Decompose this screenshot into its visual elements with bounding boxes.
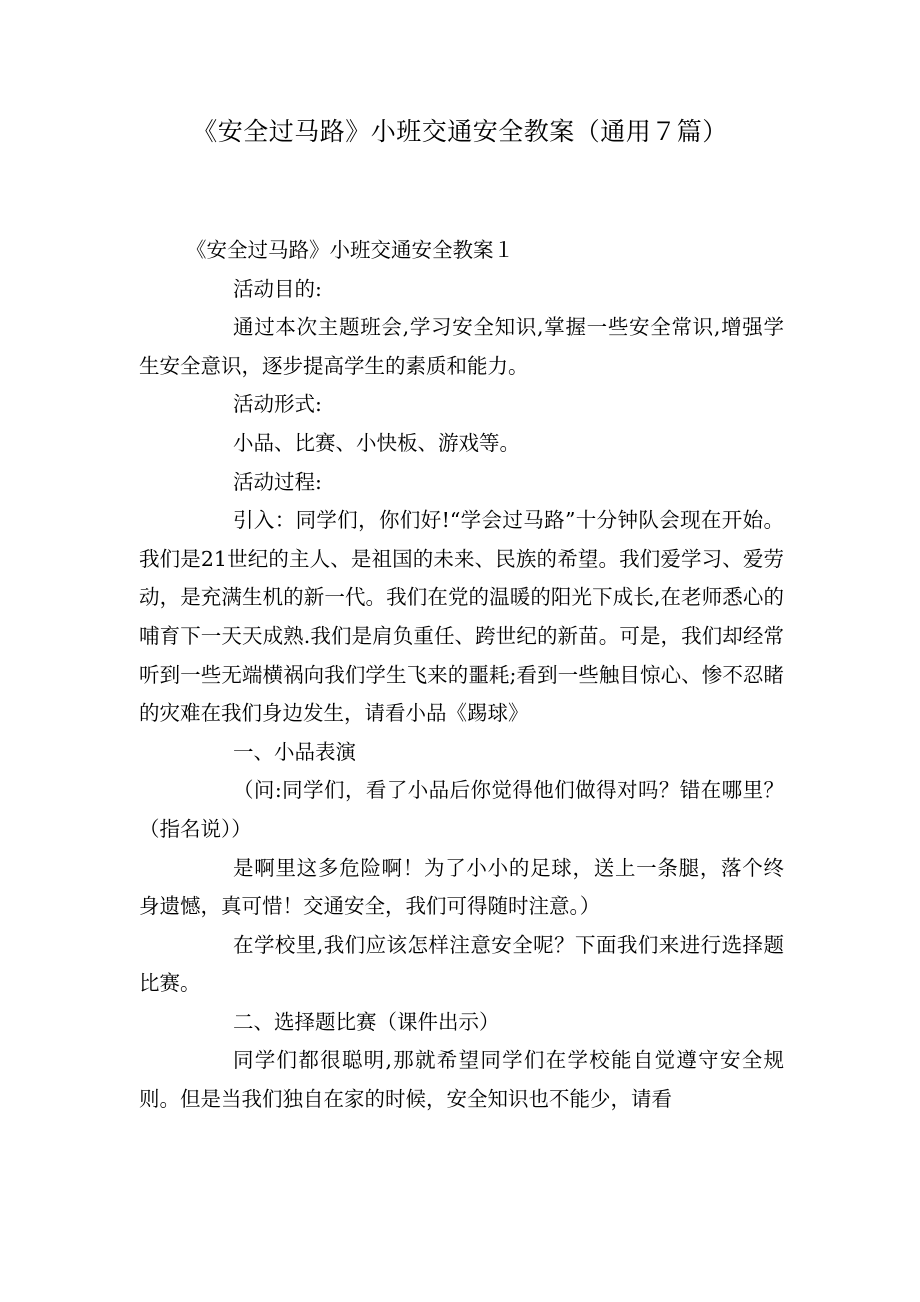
paragraph-activity-form: 小品、比赛、小快板、游戏等。 [233,430,520,455]
paragraph-activity-form-label: 活动形式: [233,392,322,417]
paragraph-introduction: 引入：同学们，你们好!“学会过马路”十分钟队会现在开始。我们是21世纪的主人、是祖国的未来、民族的希望。我们爱学习、爱劳动，是充满生机的新一代。我们在党的温暖的阳光下成长,在老师悉心的哺育下一天天成熟.我们是肩负重任、跨世纪的新苗。可是，我们却经常听到一些无端横祸向我们学生飞来的噩耗;看到一些触目惊心、惨不忍睹的灾难在我们身边发生，请看小品《踢球》 [139,508,784,726]
paragraph-activity-goal-label: 活动目的: [233,276,322,301]
paragraph-activity-process-label: 活动过程: [233,469,322,494]
paragraph-skit-comment: 是啊里这多危险啊！为了小小的足球，送上一条腿，落个终身遗憾，真可惜！交通安全，我们可得随时注意。） [139,855,784,919]
paragraph-quiz-heading: 二、选择题比赛（课件出示） [233,1009,500,1034]
document-body [139,231,784,1119]
paragraph-skit-heading: 一、小品表演 [233,739,356,764]
paragraph-skit-question: （问:同学们，看了小品后你觉得他们做得对吗？错在哪里？（指名说）） [139,778,784,841]
paragraph-school-safety: 在学校里,我们应该怎样注意安全呢？下面我们来进行选择题比赛。 [139,932,784,996]
paragraph-home-safety: 同学们都很聪明,那就希望同学们在学校能自觉遵守安全规则。但是当我们独自在家的时候，安全知识也不能少，请看 [139,1048,784,1112]
document-title: 《安全过马路》小班交通安全教案（通用７篇） [192,117,728,146]
paragraph-activity-goal: 通过本次主题班会,学习安全知识,掌握一些安全常识,增强学生安全意识，逐步提高学生的素质和能力。 [139,315,784,378]
section-heading: 《安全过马路》小班交通安全教案１ [186,238,514,262]
